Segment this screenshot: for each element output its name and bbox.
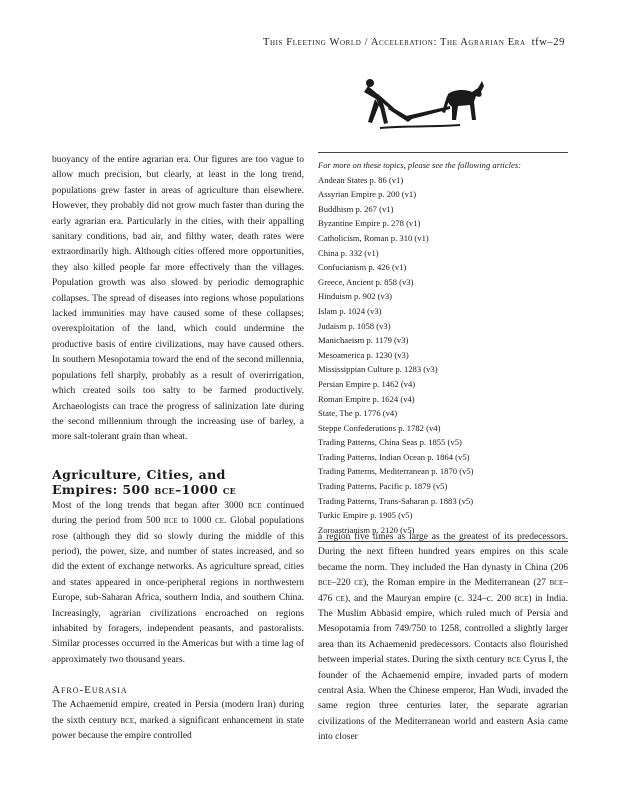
related-article-link[interactable]: Judaism p. 1058 (v3) <box>318 320 391 331</box>
related-article-link[interactable]: Buddhism p. 267 (v1) <box>318 203 394 214</box>
related-article-link[interactable]: Trading Patterns, China Seas p. 1855 (v5) <box>318 437 462 448</box>
related-article-link[interactable]: Trading Patterns, Pacific p. 1879 (v5) <box>318 481 448 492</box>
related-article-link[interactable]: Zoroastrianism p. 2120 (v5) <box>318 524 415 535</box>
related-article-link[interactable]: Byzantine Empire p. 278 (v1) <box>318 218 421 229</box>
related-article-link[interactable]: Assyrian Empire p. 200 (v1) <box>318 189 417 200</box>
related-article-link[interactable]: Trading Patterns, Indian Ocean p. 1864 (v5) <box>318 451 470 462</box>
subsection-heading: Afro-Eurasia <box>52 684 128 697</box>
related-articles-intro: For more on these topics, please see the following articles: <box>318 160 522 170</box>
paragraph: a region five times as large as the greatest of its predecessors. During the next fifteen hundred years empires on this scale became the norm. They included the Han dynasty in China (206 bce–220 ce), the Roman empire in the Mediterranean (27 bce–476 ce), and the Mauryan empire (c. 324–c. 200 bce) in India. The Muslim Abbasid empire, which ruled much of Persia and Mesopotamia from 749/750 to 1258, controlled a slightly larger area than its Achaemenid predecessors. Contacts also flourished between imperial states. During the sixth century bce Cyrus I, the founder of the Achaemenid empire, invaded parts of modern central Asia. When the Chinese emperor, Han Wudi, invaded the same region three centuries later, the separate agrarian civilizations of the Mediterranean world and eastern Asia came into closer <box>318 532 569 743</box>
related-article-link[interactable]: Steppe Confederations p. 1782 (v4) <box>318 422 441 433</box>
plowman-illustration <box>350 72 490 130</box>
related-article-link[interactable]: Islam p. 1024 (v3) <box>318 305 382 316</box>
related-article-link[interactable]: China p. 332 (v1) <box>318 247 379 258</box>
paragraph: buoyancy of the entire agrarian era. Our figures are too vague to allow much precision, but clearly, at least in the long trend, populations grew faster in areas of agriculture than elsewhere. However, they probably did not grow much faster than during the early agrarian era. Particularly in the cities, with their appalling sanitary conditions, bad air, and filthy water, death rates were extraordinarily high. Although cities offered more opportunities, they also killed people far more effectively than the villages. Population growth was also slowed by periodic demographic collapses. The spread of diseases into regions whose populations lacked immunities may have caused some of these collapses; overexploitation of the land, which could undermine the productive basis of entire civilizations, may have caused others. In southern Mesopotamia toward the end of the second millennia, populations fell sharply, probably as a result of overirrigation, which created soils too salty to be farmed productively. Archaeologists can trace the progress of salinization late during the second millennium through the increasing use of barley, a more salt-tolerant grain than wheat. <box>52 155 304 443</box>
left-column <box>52 153 304 744</box>
related-article-link[interactable]: Turkic Empire p. 1905 (v5) <box>318 510 413 521</box>
plowman-with-ox-icon <box>350 72 490 130</box>
related-article-link[interactable]: Trading Patterns, Mediterranean p. 1870 (v5) <box>318 466 474 477</box>
related-article-link[interactable]: Trading Patterns, Trans-Saharan p. 1883 (v5) <box>318 495 474 506</box>
related-article-link[interactable]: Mesoamerica p. 1230 (v3) <box>318 349 409 360</box>
related-article-link[interactable]: Andean States p. 86 (v1) <box>318 174 404 185</box>
paragraph: The Achaemenid empire, created in Persia (modern Iran) during the sixth century bce, marked a significant enhancement in state power because the empire controlled <box>52 700 305 741</box>
running-title: This Fleeting World / Acceleration: The Agrarian Era <box>262 37 526 48</box>
paragraph: Most of the long trends that began after 3000 bce continued during the period from 500 bce to 1000 ce. Global populations rose (although they did so slowly during the middle of this period), the power, size, and number of states increased, and so did the extent of exchange networks. As agriculture spread, cities and states appeared in once-peripheral regions in northwestern Europe, sub-Saharan Africa, southern India, and southern China. Increasingly, agrarian civilizations encroached on regions inhabited by foragers, independent peasants, and pastoralists. Similar processes occurred in the Americas but with a time lag of approximately two thousand years. <box>52 500 304 665</box>
related-article-link[interactable]: Roman Empire p. 1624 (v4) <box>318 393 415 404</box>
related-articles-list <box>318 173 568 538</box>
related-article-link[interactable]: Greece, Ancient p. 858 (v3) <box>318 276 414 287</box>
running-header <box>263 37 565 48</box>
related-article-link[interactable]: Manichaeism p. 1179 (v3) <box>318 335 409 346</box>
right-column <box>318 530 568 746</box>
related-article-link[interactable]: Catholicism, Roman p. 310 (v1) <box>318 232 429 243</box>
related-article-link[interactable]: State, The p. 1776 (v4) <box>318 408 398 419</box>
related-article-link[interactable]: Mississippian Culture p. 1283 (v3) <box>318 364 438 375</box>
related-article-link[interactable]: Hinduism p. 902 (v3) <box>318 291 392 302</box>
related-article-link[interactable]: Confucianism p. 426 (v1) <box>318 262 407 273</box>
page-number: tfw–29 <box>531 37 565 48</box>
section-heading: Agriculture, Cities, and Empires: 500 bce–1000 ce <box>52 466 237 497</box>
related-article-link[interactable]: Persian Empire p. 1462 (v4) <box>318 378 416 389</box>
related-articles-box <box>318 152 568 542</box>
